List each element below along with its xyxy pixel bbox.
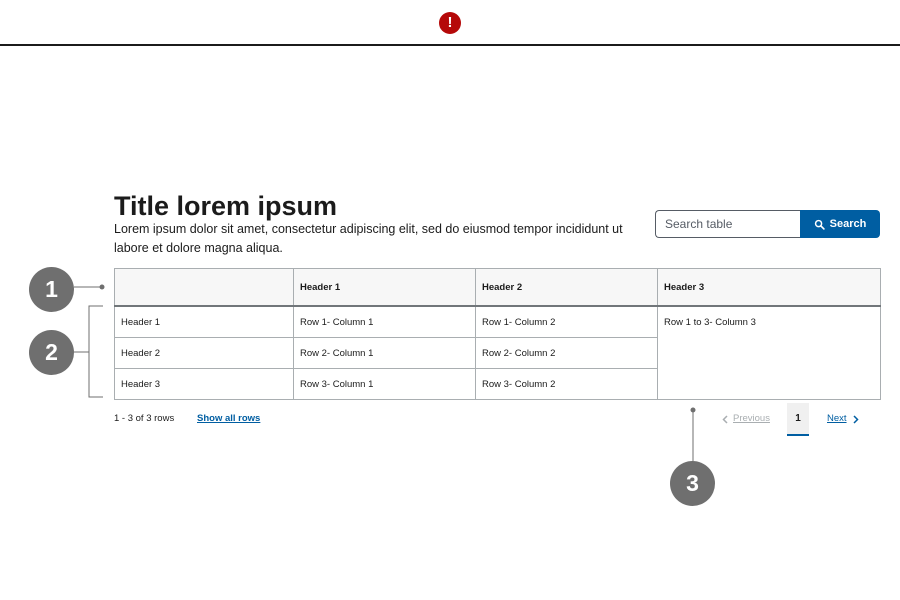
chevron-right-icon [853, 415, 859, 424]
pagination-next-label: Next [827, 413, 847, 424]
column-header: Header 3 [658, 269, 881, 307]
table-cell: Row 2- Column 1 [294, 338, 476, 369]
row-header-cell: Header 2 [115, 338, 294, 369]
search-button[interactable] [800, 210, 880, 238]
column-header: Header 1 [294, 269, 476, 307]
search-button-label: Search [829, 218, 867, 230]
page-description: Lorem ipsum dolor sit amet, consectetur adipiscing elit, sed do eiusmod tempor incididunt ut labore et dolore magna aliqua. [114, 222, 623, 255]
pagination-current-page[interactable]: 1 [787, 403, 809, 436]
page-title: Title lorem ipsum [114, 191, 338, 221]
table-cell: Row 3- Column 2 [476, 369, 658, 400]
table-cell: Row 1- Column 2 [476, 306, 658, 338]
pagination-next[interactable] [827, 413, 859, 425]
table-header-row [115, 269, 881, 307]
chevron-left-icon [722, 415, 728, 424]
top-bar [0, 0, 900, 46]
row-count: 1 - 3 of 3 rows [114, 413, 175, 424]
callout-badge-3: 3 [670, 461, 715, 506]
exclamation-circle-icon: ! [439, 12, 461, 34]
row-header-cell: Header 1 [115, 306, 294, 338]
spanning-cell: Row 1 to 3- Column 3 [658, 306, 881, 400]
search-icon [814, 219, 825, 230]
table-cell: Row 2- Column 2 [476, 338, 658, 369]
data-table [114, 268, 881, 400]
callout-badge-2: 2 [29, 330, 74, 375]
table-row [115, 306, 881, 338]
column-header [115, 269, 294, 307]
table-cell: Row 3- Column 1 [294, 369, 476, 400]
search-input[interactable] [655, 210, 801, 238]
row-header-cell: Header 3 [115, 369, 294, 400]
column-header: Header 2 [476, 269, 658, 307]
table-cell: Row 1- Column 1 [294, 306, 476, 338]
show-all-rows-link[interactable]: Show all rows [197, 413, 261, 424]
pagination-previous[interactable] [722, 413, 770, 425]
pagination-previous-label: Previous [733, 413, 770, 424]
callout-badge-1: 1 [29, 267, 74, 312]
